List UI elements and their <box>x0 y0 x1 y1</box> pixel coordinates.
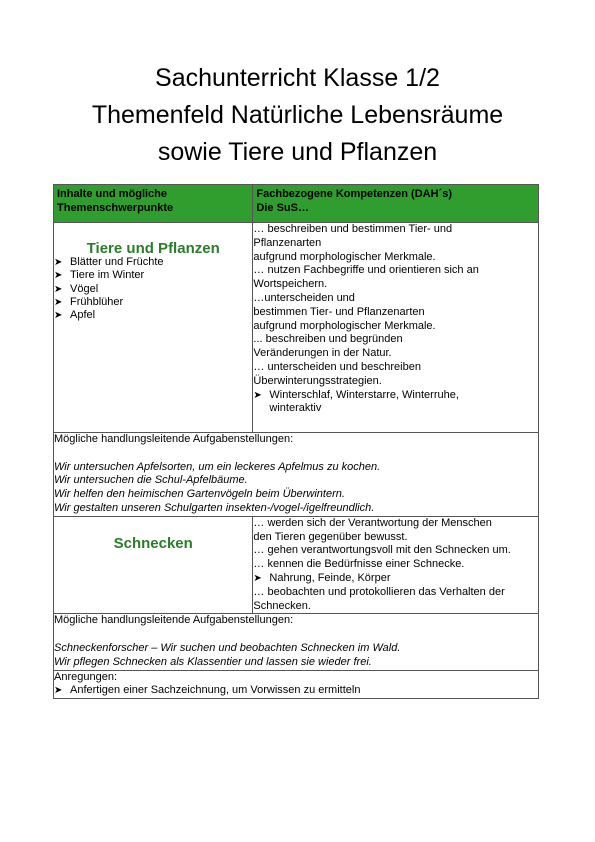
topic-heading: Schnecken <box>113 534 193 552</box>
list-item: ➤ Frühblüher <box>54 296 124 309</box>
tasks-cell-schnecken <box>54 614 539 670</box>
suggestions-list <box>54 684 538 698</box>
arrowhead-bullet-icon: ➤ <box>54 685 63 697</box>
task-item: Wir untersuchen die Schul-Apfelbäume. <box>54 474 248 487</box>
arrowhead-bullet-icon: ➤ <box>54 283 63 295</box>
list-item: ➤ Blätter und Früchte <box>54 255 164 268</box>
competency-sub-list <box>253 572 538 586</box>
list-item: ➤ Vögel <box>54 282 99 295</box>
tasks-row-tiere-pflanzen <box>54 433 539 517</box>
section-schnecken-row <box>54 516 539 614</box>
list-item: ➤ Nahrung, Feinde, Körper <box>253 571 391 584</box>
arrowhead-bullet-icon: ➤ <box>54 270 63 282</box>
tasks-cell-tiere-pflanzen <box>54 433 539 517</box>
title-line-1: Sachunterricht Klasse 1/2 <box>155 64 440 92</box>
title-line-2: Themenfeld Natürliche Lebensräume <box>91 101 504 129</box>
suggestions-label: Anregungen: <box>54 670 117 683</box>
arrowhead-bullet-icon: ➤ <box>253 572 262 584</box>
list-item: ➤ Tiere im Winter <box>54 269 145 282</box>
task-item: Wir helfen den heimischen Gartenvögeln beim Überwintern. <box>54 488 345 501</box>
arrowhead-bullet-icon: ➤ <box>54 297 63 309</box>
curriculum-table <box>53 184 539 699</box>
topic-heading: Tiere und Pflanzen <box>86 240 220 257</box>
list-item: ➤ Winterschlaf, Winterstarre, Winterruhe, winteraktiv <box>253 388 459 415</box>
tasks-row-schnecken <box>54 614 539 670</box>
topic-list <box>54 256 252 323</box>
table-header-row <box>54 185 539 223</box>
topic-cell-tiere-pflanzen <box>54 223 253 433</box>
competency-cell-tiere-pflanzen: … beschreiben und bestimmen Tier- und Pflanzenarten aufgrund morphologischer Merkmale. … nutzen Fachbegriffe und orientieren sich an Wortspeichern. …unterscheiden und bestimmen Tier- und Pflanzenarten aufgrund morphologischer Merkmale. ... beschreiben und begründen Veränderungen in der Natur. … unterscheiden und beschreiben Überwinterungsstrategien. ➤ Winterschlaf, Winterstarre, Winterruhe, winteraktiv <box>253 223 539 433</box>
header-cell-contents: Inhalte und mögliche Themenschwerpunkte <box>54 185 253 223</box>
section-tiere-pflanzen-row <box>54 223 539 433</box>
task-item: Wir gestalten unseren Schulgarten insekten-/vogel-/igelfreundlich. <box>54 501 375 514</box>
tasks-label: Mögliche handlungsleitende Aufgabenstellungen: <box>54 614 294 627</box>
header-cell-competencies: Fachbezogene Kompetenzen (DAH´s) Die SuS… <box>253 185 539 223</box>
task-item: Wir pflegen Schnecken als Klassentier und lassen sie wieder frei. <box>54 655 372 668</box>
suggestions-row <box>54 670 539 699</box>
list-item: ➤ Apfel <box>54 309 96 322</box>
competency-cell-schnecken: … werden sich der Verantwortung der Menschen den Tieren gegenüber bewusst. … gehen verantwortungsvoll mit den Schnecken um. … kennen die Bedürfnisse einer Schnecke. ➤ Nahrung, Feinde, Körper … beobachten und protokollieren das Verhalten der Schnecken. <box>253 516 539 614</box>
list-item: ➤ Anfertigen einer Sachzeichnung, um Vorwissen zu ermitteln <box>54 684 361 697</box>
task-item: Wir untersuchen Apfelsorten, um ein leckeres Apfelmus zu kochen. <box>54 460 381 473</box>
competency-sub-list <box>253 389 538 417</box>
title-line-3: sowie Tiere und Pflanzen <box>157 138 438 166</box>
arrowhead-bullet-icon: ➤ <box>54 256 63 268</box>
task-item: Schneckenforscher – Wir suchen und beobachten Schnecken im Wald. <box>54 641 401 654</box>
topic-cell-schnecken <box>54 516 253 614</box>
tasks-label: Mögliche handlungsleitende Aufgabenstellungen: <box>54 433 294 445</box>
suggestions-cell <box>54 670 539 699</box>
arrowhead-bullet-icon: ➤ <box>54 310 63 322</box>
arrowhead-bullet-icon: ➤ <box>253 389 262 401</box>
page-title <box>0 60 595 171</box>
